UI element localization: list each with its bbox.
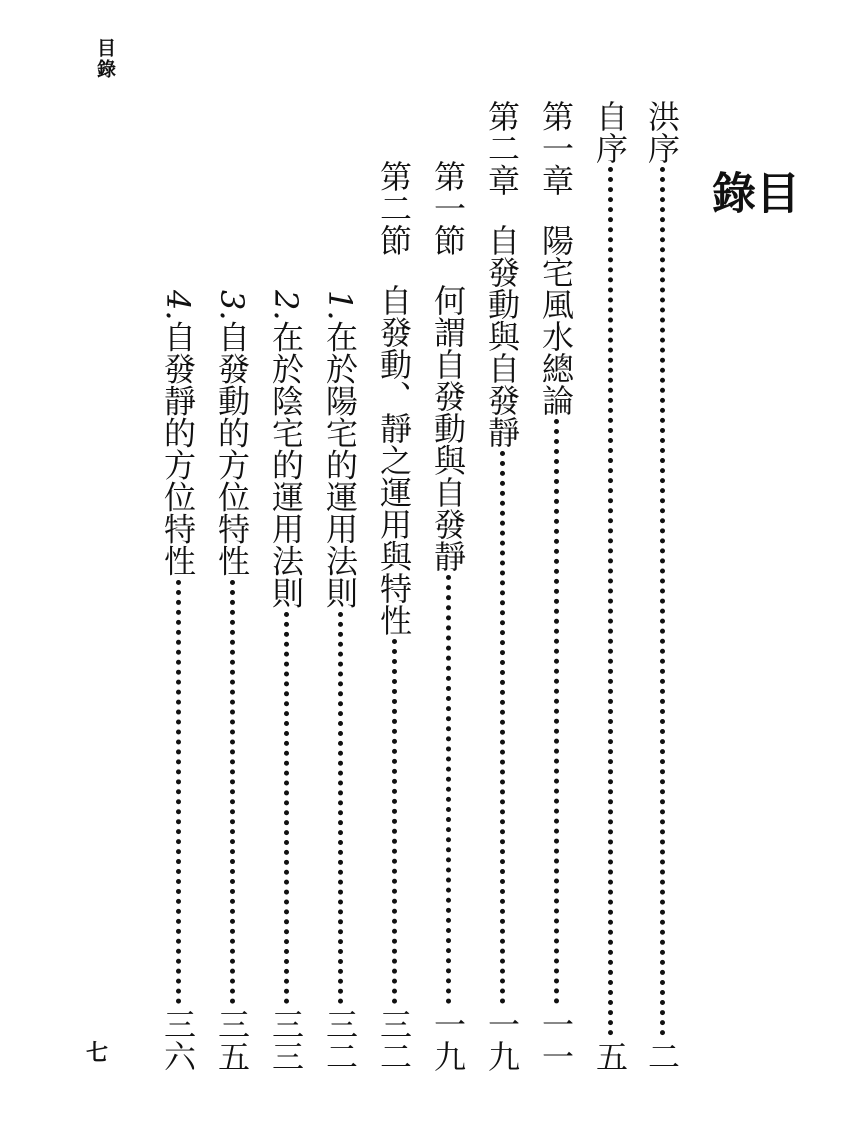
toc-title: 目 錄	[704, 170, 799, 258]
toc-entry-label: 第一章	[537, 100, 575, 196]
toc-entry-page: 三三	[267, 1008, 305, 1072]
toc-entry-page: 三五	[213, 1008, 251, 1072]
page-number: 七	[86, 1040, 109, 1066]
dot-leader	[608, 167, 613, 1036]
toc-entry-section-1[interactable]	[426, 160, 470, 1072]
dot-leader	[392, 639, 397, 1004]
dot-leader	[554, 419, 559, 1004]
dot-leader	[500, 451, 505, 1004]
toc-entry-section-2[interactable]	[372, 160, 416, 1072]
dot-leader	[446, 575, 451, 1004]
toc-entry-text: 陽宅風水總論	[537, 224, 575, 416]
toc-entry-text: 4.自發靜的方位特性	[159, 290, 197, 577]
toc-entry-text: 自序	[591, 100, 629, 164]
toc-entry-chapter-1[interactable]	[534, 100, 578, 1072]
toc-entry-subsection-4[interactable]	[156, 290, 200, 1072]
dot-leader	[284, 612, 289, 1004]
dot-leader	[230, 580, 235, 1004]
dot-leader	[660, 167, 665, 1036]
toc-entry-preface-author[interactable]	[588, 100, 632, 1072]
toc-entry-page: 一九	[429, 1008, 467, 1072]
toc-entry-subsection-1[interactable]	[318, 290, 362, 1072]
toc-entry-page: 五	[591, 1040, 629, 1072]
toc-entry-text: 洪序	[643, 100, 681, 164]
toc-entry-subsection-2[interactable]	[264, 290, 308, 1072]
running-header: 目錄	[94, 38, 116, 80]
toc-entry-text: 自發動與自發靜	[483, 224, 521, 448]
toc-entry-preface-hong[interactable]	[640, 100, 684, 1072]
toc-entry-text: 何謂自發動與自發靜	[429, 284, 467, 572]
toc-entry-chapter-2[interactable]	[480, 100, 524, 1072]
toc-entry-label: 第一節	[429, 160, 467, 256]
toc-entry-label: 第二節	[375, 160, 413, 256]
dot-leader	[176, 580, 181, 1004]
toc-entry-page: 三二	[321, 1008, 359, 1072]
toc-entry-text: 自發動、靜之運用與特性	[375, 284, 413, 636]
toc-entry-text: 2.在於陰宅的運用法則	[267, 290, 305, 609]
toc-entry-text: 3.自發動的方位特性	[213, 290, 251, 577]
toc-entry-page: 三六	[159, 1008, 197, 1072]
toc-entry-page: 一九	[483, 1008, 521, 1072]
toc-entry-text: 1.在於陽宅的運用法則	[321, 290, 359, 609]
toc-entry-page: 一一	[537, 1008, 575, 1072]
toc-entry-label: 第二章	[483, 100, 521, 196]
toc-entry-page: 二	[643, 1040, 681, 1072]
toc-entry-page: 三二	[375, 1008, 413, 1072]
dot-leader	[338, 612, 343, 1004]
toc-entry-subsection-3[interactable]	[210, 290, 254, 1072]
